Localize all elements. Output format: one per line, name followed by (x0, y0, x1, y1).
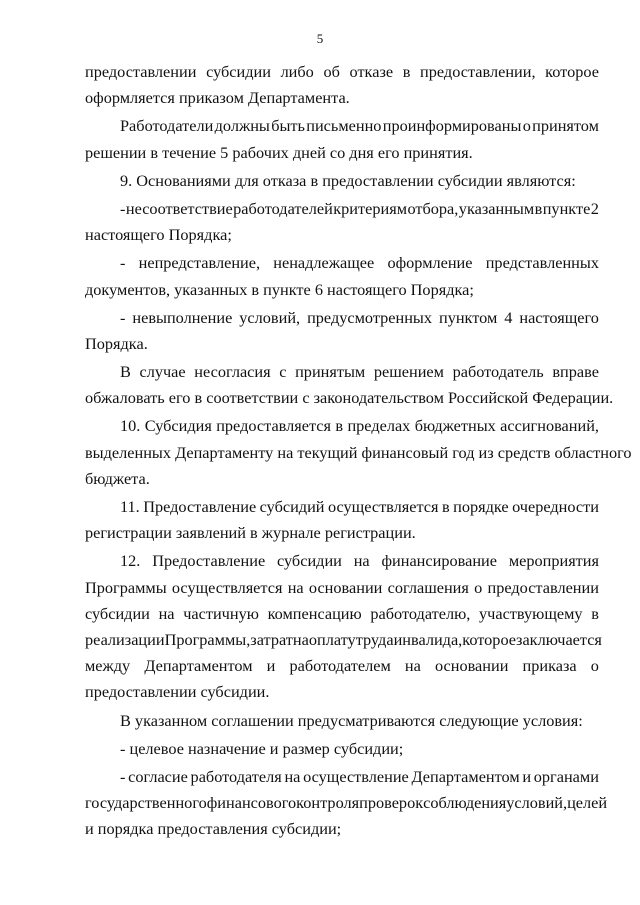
paragraph-line: В случае несогласия с принятым решением работодатель вправе (120, 362, 599, 382)
paragraph-line: реализации Программы, затрат на оплату труда инвалида, которое заключается (85, 629, 602, 649)
paragraph-line: предоставлении субсидии либо об отказе в предоставлении, которое (85, 62, 599, 81)
paragraph-line: настоящего Порядка; (85, 225, 232, 245)
document-body (85, 59, 632, 842)
paragraph-line: 10. Субсидия предоставляется в пределах бюджетных ассигнований, (120, 416, 599, 436)
page-number: 5 (316, 31, 324, 46)
paragraph-line: бюджета. (85, 468, 150, 488)
paragraph-line: регистрации заявлений в журнале регистрации. (85, 523, 416, 543)
paragraph-line: и порядка предоставления субсидии; (85, 819, 342, 839)
paragraph-line: В указанном соглашении предусматриваются следующие условия: (120, 710, 583, 730)
paragraph-line: обжаловать его в соответствии с законодательством Российской Федерации. (85, 388, 614, 408)
paragraph-line: Порядка. (85, 333, 148, 353)
list-item: - невыполнение условий, предусмотренных пунктом 4 настоящего (120, 307, 599, 327)
paragraph-line: субсидии на частичную компенсацию работодателю, участвующему в (85, 603, 599, 623)
paragraph-line: оформляется приказом Департамента. (85, 88, 350, 108)
list-item: - целевое назначение и размер субсидии; (120, 738, 404, 758)
paragraph-line: выделенных Департаменту на текущий финансовый год из средств областного (85, 442, 632, 462)
paragraph-line: между Департаментом и работодателем на основании приказа о (85, 656, 599, 676)
paragraph-line: Работодатели должны быть письменно проинформированы о принятом (120, 116, 599, 136)
list-item: - несоответствие работодателей критериям отбора, указанным в пункте 2 (120, 198, 599, 218)
paragraph-line: Программы осуществляется на основании соглашения о предоставлении (85, 577, 599, 597)
paragraph-line: документов, указанных в пункте 6 настоящего Порядка; (85, 279, 474, 299)
paragraph-line: государственного финансового контроля проверок соблюдения условий, целей (85, 793, 608, 813)
paragraph-line: 12. Предоставление субсидии на финансирование мероприятия (120, 551, 599, 571)
paragraph-line: предоставлении субсидии. (85, 682, 270, 702)
paragraph-line: 11. Предоставление субсидий осуществляется в порядке очередности (120, 497, 599, 516)
list-item: - непредставление, ненадлежащее оформление представленных (120, 253, 599, 273)
list-item: - согласие работодателя на осуществление Департаментом и органами (120, 766, 599, 786)
section-heading: 9. Основаниями для отказа в предоставлении субсидии являются: (120, 170, 576, 190)
paragraph-line: решении в течение 5 рабочих дней со дня его принятия. (85, 142, 473, 162)
